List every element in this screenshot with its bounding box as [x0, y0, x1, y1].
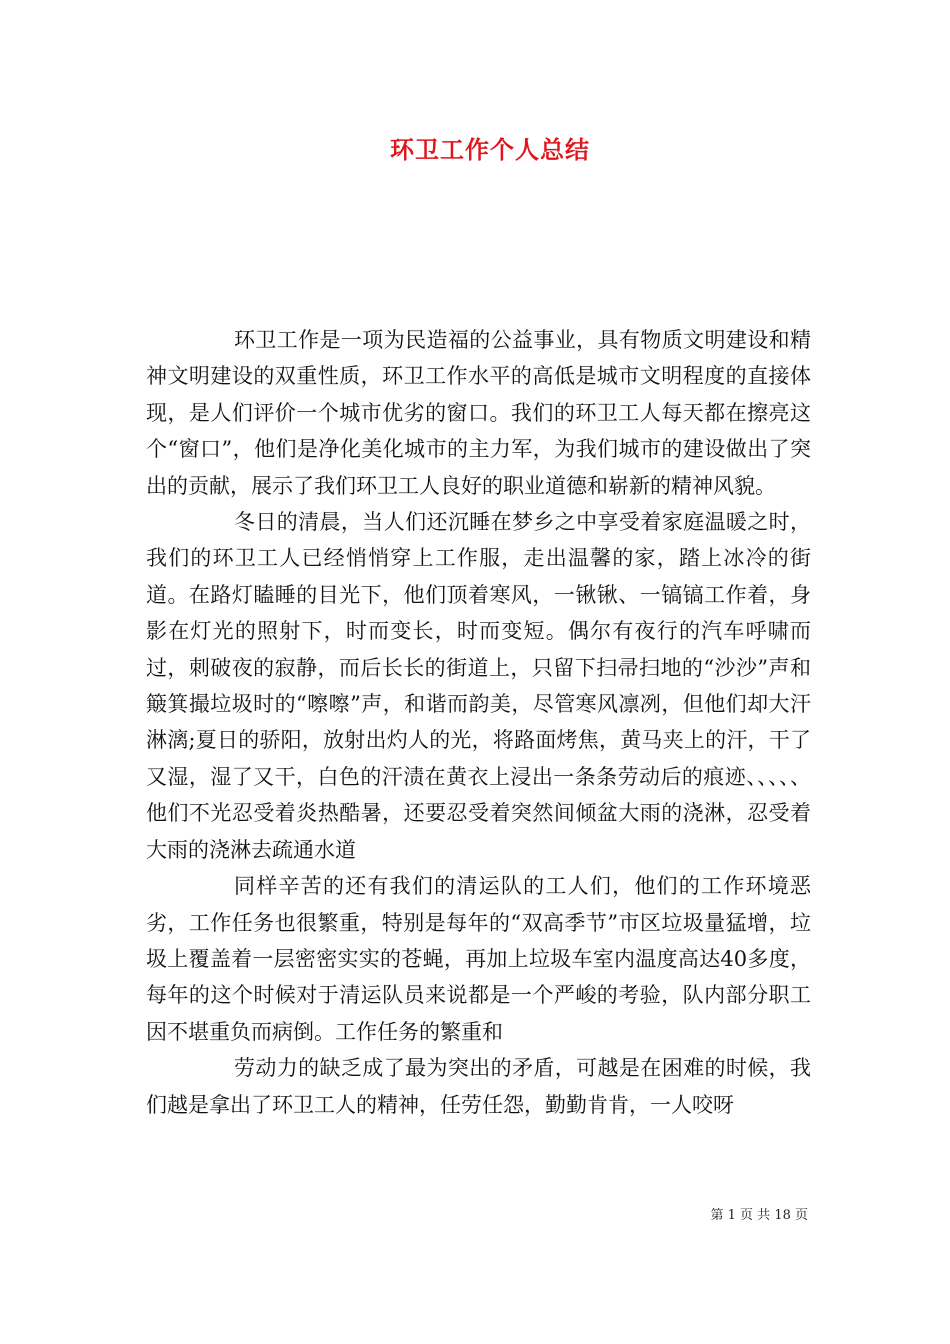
paragraph-1: 环卫工作是一项为民造福的公益事业，具有物质文明建设和精神文明建设的双重性质，环卫工作水平的高低是城市文明程度的直接体现，是人们评价一个城市优劣的窗口。我们的环卫工人每天都在擦亮这个“窗口”，他们是净化美化城市的主力军，为我们城市的建设做出了突出的贡献，展示了我们环卫工人良好的职业道德和崭新的精神风貌。: [146, 328, 811, 498]
document-title: 环卫工作个人总结: [390, 135, 590, 164]
paragraph-4: 劳动力的缺乏成了最为突出的矛盾，可越是在困难的时候，我们越是拿出了环卫工人的精神，任劳任怨，勤勤肯肯，一人咬呀: [146, 1056, 811, 1117]
paragraph-3: 同样辛苦的还有我们的清运队的工人们，他们的工作环境恶劣，工作任务也很繁重，特别是每年的“双高季节”市区垃圾量猛增，垃圾上覆盖着一层密密实实的苍蝇，再加上垃圾车室内温度高达40多度，每年的这个时候对于清运队员来说都是一个严峻的考验，队内部分职工因不堪重负而病倒。工作任务的繁重和: [146, 874, 811, 1044]
paragraph-2: 冬日的清晨，当人们还沉睡在梦乡之中享受着家庭温暖之时，我们的环卫工人已经悄悄穿上工作服，走出温馨的家，踏上冰冷的街道。在路灯瞌睡的目光下，他们顶着寒风，一锹锹、一镐镐工作着，身影在灯光的照射下，时而变长，时而变短。偶尔有夜行的汽车呼啸而过，刺破夜的寂静，而后长长的街道上，只留下扫帚扫地的“沙沙”声和簸箕撮垃圾时的“嚓嚓”声，和谐而韵美，尽管寒风凛冽，但他们却大汗淋漓;夏日的骄阳，放射出灼人的光，将路面烤焦，黄马夹上的汗，干了又湿，湿了又干，白色的汗渍在黄衣上浸出一条条劳动后的痕迹、、、、、他们不光忍受着炎热酷暑，还要忍受着突然间倾盆大雨的浇淋，忍受着大雨的浇淋去疏通水道: [146, 510, 811, 862]
document-body: [146, 322, 811, 1123]
page-number-footer: 第 1 页 共 18 页: [710, 1208, 808, 1223]
